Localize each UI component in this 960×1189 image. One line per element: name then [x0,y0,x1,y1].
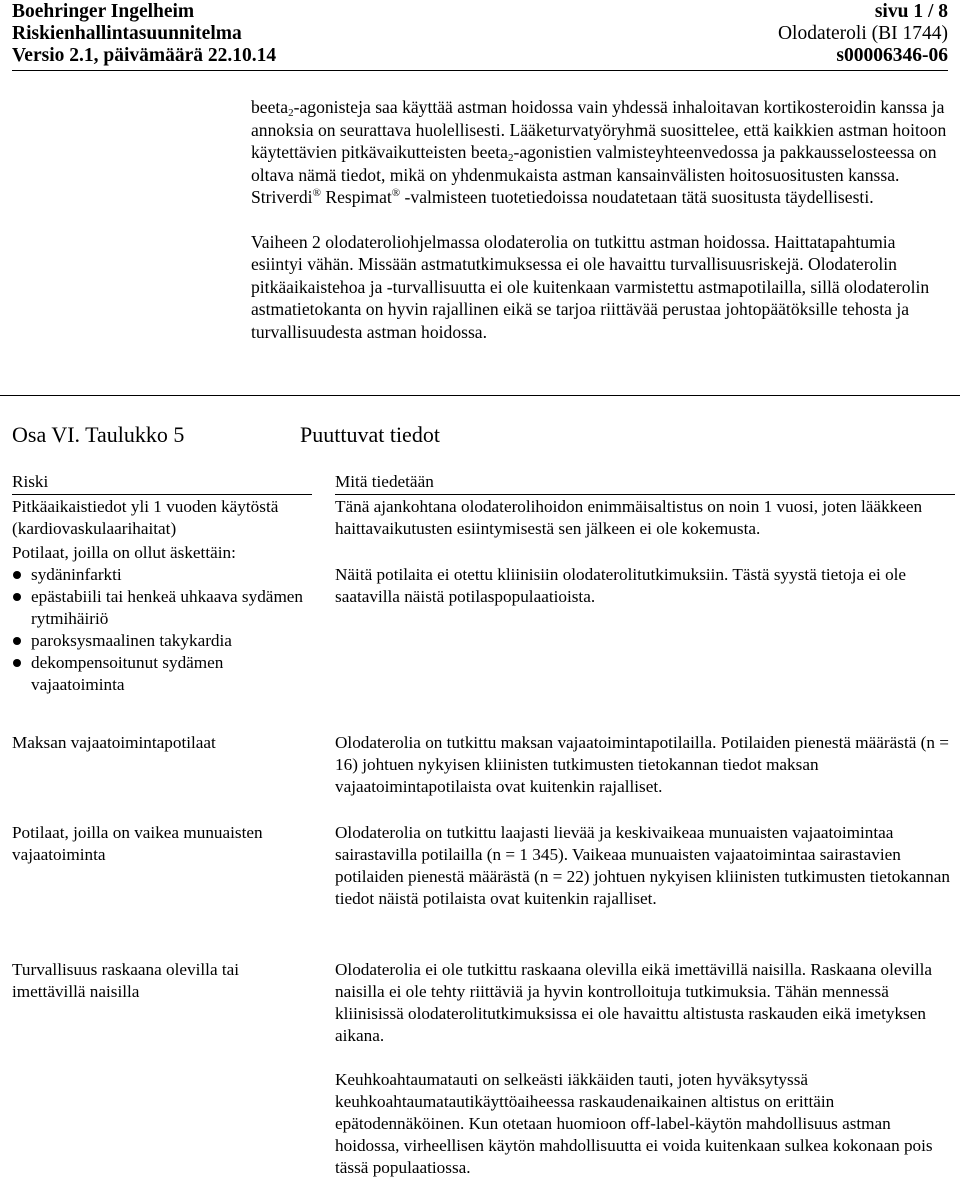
known-text-1: Olodaterolia ei ole tutkittu raskaana olevilla eikä imettävillä naisilla. Raskaana olevilla naisilla ei ole tehty riittäviä ja hyvin kontrolloituja tutkimuksia. Tähän mennessä kliinisissä olodaterolitutkimuksissa ei ole havaittu altistusta raskauden eikä imetyksen aikana. [335,960,933,1045]
intro-paragraph-1 [251,96,951,209]
table-row-4-risk [12,822,312,866]
text-run: beeta [251,97,289,117]
subscript: 2 [507,152,514,164]
header-line-3 [12,45,948,67]
risk-text: Potilaat, joilla on ollut äskettäin: [12,543,236,562]
page-header [12,0,948,71]
table-row-1-known [335,496,955,540]
list-item: epästabiili tai henkeä uhkaava sydämen rytmihäiriö [12,586,312,630]
text-run: -agonistien valmisteyhteenvedossa ja pakkausselosteessa on oltava nämä tiedot, mikä on yhdenmukaista astman kansainvälisten hoitosuositusten kanssa. Striverdi [251,142,937,207]
known-text: Näitä potilaita ei otettu kliinisiin olodaterolitutkimuksiin. Tästä syystä tietoja ei ole saatavilla näistä potilaspopulaatioista. [335,565,907,606]
product-name: Olodateroli (BI 1744) [777,23,948,44]
intro-text [251,96,951,343]
subscript: 2 [288,107,294,119]
table-row-2-risk [12,542,312,696]
page-number: sivu 1 / 8 [874,1,948,22]
registered-mark: ® [391,187,401,199]
risk-text: Potilaat, joilla on vaikea munuaisten vajaatoiminta [12,823,263,864]
risk-text: Maksan vajaatoimintapotilaat [12,733,216,752]
table-row-1-risk [12,496,312,540]
list-item: sydäninfarkti [12,564,312,586]
section-title: Puuttuvat tiedot [300,422,440,447]
section-number: Osa VI. Taulukko 5 [12,422,185,447]
section-divider [0,395,960,396]
risk-text: Turvallisuus raskaana olevilla tai imettävillä naisilla [12,960,240,1001]
document-type: Riskienhallintasuunnitelma [12,23,242,44]
intro-paragraph-2: Vaiheen 2 olodateroliohjelmassa olodaterolia on tutkittu astman hoidossa. Haittatapahtumia esiintyi vähän. Missään astmatutkimuksessa ei ole havaittu turvallisuusriskejä. Olodaterolin pitkäaikaistehoa ja -turvallisuutta ei ole kuitenkaan varmistettu astmapotilailla, sillä olodaterolin astmatietokanta on hyvin rajallinen eikä se tarjoa riittävää perustaa johtopäätöksille tehosta ja turvallisuudesta astman hoidossa. [251,231,930,342]
text-run: -agonisteja saa käyttää astman hoidossa vain yhdessä inhaloitavan kortikosteroidin kanssa ja annoksia on seurattava huolellisesti. Lääketurvatyöryhmä suosittelee, että kaikkien astman hoitoon käytettävien pitkävaikutteisten beeta [251,97,947,162]
table-row-3-risk [12,732,312,754]
table-row-5-risk [12,959,312,1003]
risk-text: Pitkäaikaistiedot yli 1 vuoden käytöstä (kardiovaskulaarihaitat) [12,497,279,538]
condition-list [12,564,312,696]
list-item: paroksysmaalinen takykardia [12,630,312,652]
header-line-2 [12,23,948,45]
known-text: Olodaterolia on tutkittu maksan vajaatoimintapotilailla. Potilaiden pienestä määrästä (n = 16) johtuen nykyisen kliinisten tutkimusten tietokannan tiedot maksan vajaatoimintapotilaista ovat kuitenkin rajalliset. [335,733,949,796]
column-header-risk: Riski [12,472,49,491]
column-header-known: Mitä tiedetään [335,472,434,491]
known-text-2: Keuhkoahtaumatauti on selkeästi iäkkäiden tauti, joten hyväksytyssä keuhkoahtaumatautikäyttöaiheessa raskaudenaikainen altistus on erittäin epätodennäköinen. Kun otetaan huomioon off-label-käytön mahdollisuus astman hoidossa, virheellisen käytön mahdollisuutta ei voida kuitenkaan sulkea kokonaan pois tässä populaatiossa. [335,1070,933,1177]
table-row-3-known [335,732,955,798]
document-number: s00006346-06 [836,45,948,66]
list-item: dekompensoitunut sydämen vajaatoiminta [12,652,312,696]
header-line-1 [12,1,948,23]
registered-mark: ® [312,187,321,199]
company-name: Boehringer Ingelheim [12,1,195,22]
table-row-2-known [335,564,955,608]
known-text: Olodaterolia on tutkittu laajasti lievää ja keskivaikeaa munuaisten vajaatoimintaa sairastavilla potilailla (n = 1 345). Vaikeaa munuaisten vajaatoimintaa sairastavien potilaiden pienestä määrästä (n = 22) johtuen nykyisen kliinisten tutkimusten tietokannan tiedot näistä potilaista ovat kuitenkin rajalliset. [335,823,950,908]
text-run: Respimat [320,187,392,207]
version-date: Versio 2.1, päivämäärä 22.10.14 [12,45,277,66]
text-run: -valmisteen tuotetiedoissa noudatetaan tätä suositusta täydellisesti. [400,187,874,207]
header-underline-right [335,494,955,495]
table-row-5-known [335,959,955,1179]
known-text: Tänä ajankohtana olodaterolihoidon enimmäisaltistus on noin 1 vuosi, joten lääkkeen haittavaikutusten esiintymisestä sen jälkeen ei ole kokemusta. [335,497,923,538]
table-row-4-known [335,822,955,910]
header-underline-left [12,494,312,495]
